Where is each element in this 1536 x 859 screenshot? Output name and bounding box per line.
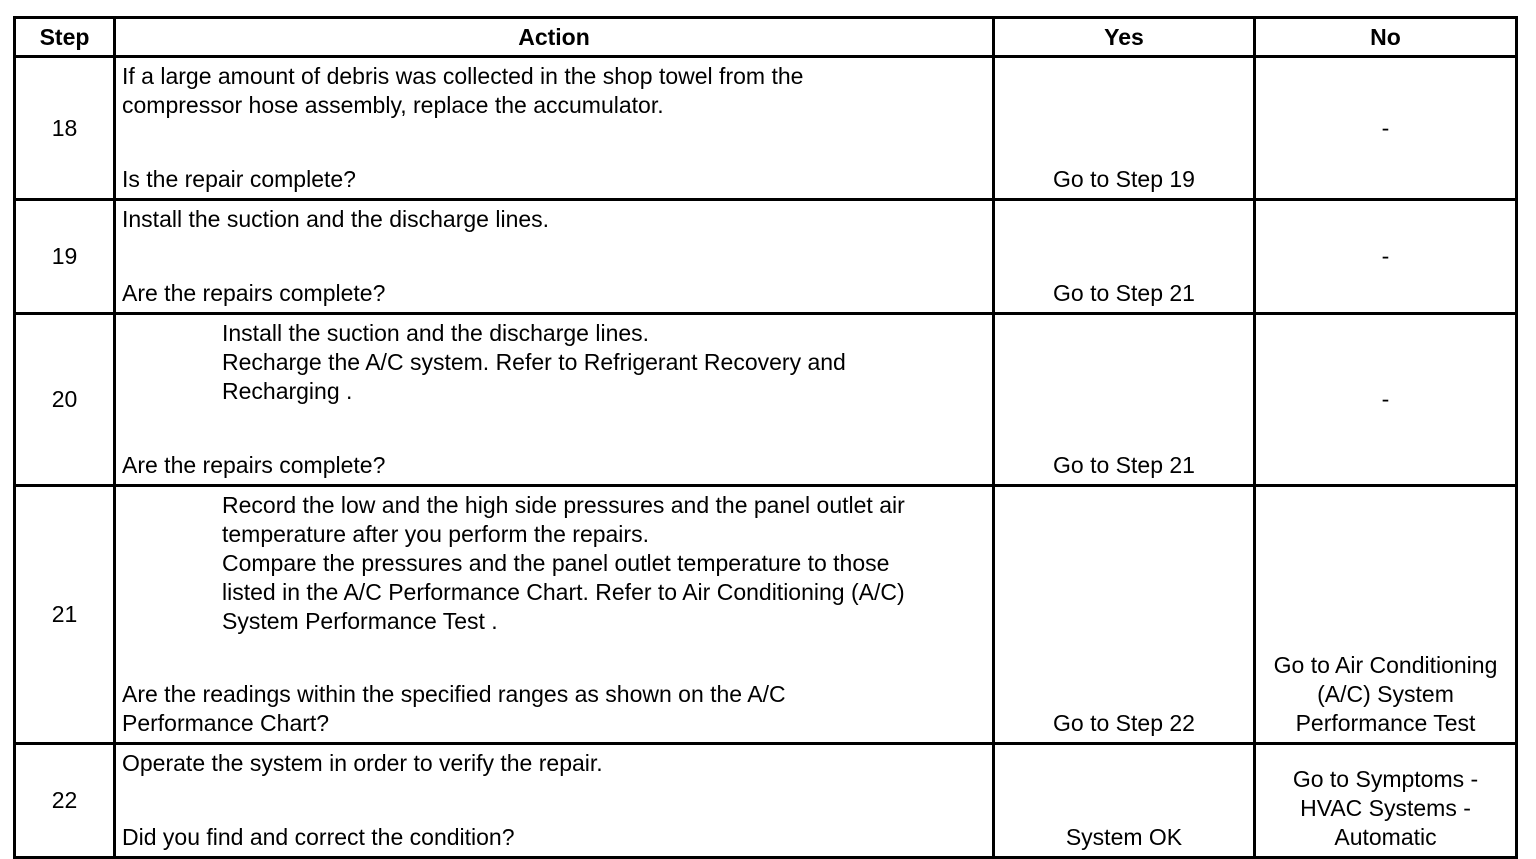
no-result	[1255, 744, 1517, 858]
diagnostic-table-container	[13, 16, 1515, 859]
table-row	[15, 200, 1517, 314]
table-row	[15, 744, 1517, 858]
action-question: Did you find and correct the condition?	[122, 824, 515, 850]
table-row	[15, 486, 1517, 744]
step-number: 20	[15, 314, 115, 486]
action-question: Is the repair complete?	[122, 166, 356, 192]
no-result: -	[1255, 57, 1517, 200]
action-line: compressor hose assembly, replace the accumulator.	[122, 92, 664, 118]
yes-result: Go to Step 22	[994, 486, 1255, 744]
header-no: No	[1255, 18, 1517, 57]
question-line: Performance Chart?	[122, 710, 330, 736]
action-text	[122, 749, 986, 778]
no-result-line: Automatic	[1334, 824, 1437, 850]
yes-result: Go to Step 19	[994, 57, 1255, 200]
no-result-line: HVAC Systems -	[1300, 795, 1471, 821]
yes-result: Go to Step 21	[994, 314, 1255, 486]
action-line: listed in the A/C Performance Chart. Refer to Air Conditioning (A/C)	[222, 579, 905, 605]
table-row	[15, 57, 1517, 200]
action-question: Are the repairs complete?	[122, 280, 386, 306]
header-action: Action	[115, 18, 994, 57]
action-cell	[115, 314, 994, 486]
action-line: Record the low and the high side pressures and the panel outlet air	[222, 492, 905, 518]
action-text	[122, 319, 986, 406]
no-result: -	[1255, 314, 1517, 486]
action-line: Compare the pressures and the panel outlet temperature to those	[222, 550, 890, 576]
no-result-line: (A/C) System	[1317, 681, 1454, 707]
step-number: 22	[15, 744, 115, 858]
diagnostic-table	[13, 16, 1518, 859]
header-row	[15, 18, 1517, 57]
action-text	[122, 205, 986, 234]
step-number: 19	[15, 200, 115, 314]
no-result-line: Performance Test	[1295, 710, 1476, 736]
action-line: Install the suction and the discharge lines.	[222, 320, 650, 346]
action-text	[122, 491, 986, 636]
no-result: -	[1255, 200, 1517, 314]
question-line: Are the readings within the specified ranges as shown on the A/C	[122, 681, 786, 707]
no-result-line: Go to Symptoms -	[1292, 766, 1479, 792]
action-line: Operate the system in order to verify the repair.	[122, 750, 603, 776]
yes-result: System OK	[994, 744, 1255, 858]
action-line: Install the suction and the discharge lines.	[122, 206, 550, 232]
action-cell	[115, 744, 994, 858]
no-result	[1255, 486, 1517, 744]
header-yes: Yes	[994, 18, 1255, 57]
no-result-line: Go to Air Conditioning	[1273, 652, 1498, 678]
action-line: Recharge the A/C system. Refer to Refrigerant Recovery and	[222, 349, 846, 375]
yes-result: Go to Step 21	[994, 200, 1255, 314]
step-number: 18	[15, 57, 115, 200]
action-line: If a large amount of debris was collected in the shop towel from the	[122, 63, 804, 89]
action-question: Are the repairs complete?	[122, 452, 386, 478]
action-line: temperature after you perform the repairs.	[222, 521, 649, 547]
action-cell	[115, 200, 994, 314]
table-row	[15, 314, 1517, 486]
step-number: 21	[15, 486, 115, 744]
action-line: Recharging .	[222, 378, 353, 404]
action-line: System Performance Test .	[222, 608, 498, 634]
header-step: Step	[15, 18, 115, 57]
action-cell	[115, 486, 994, 744]
action-text	[122, 62, 986, 120]
action-question	[122, 680, 986, 738]
action-cell	[115, 57, 994, 200]
